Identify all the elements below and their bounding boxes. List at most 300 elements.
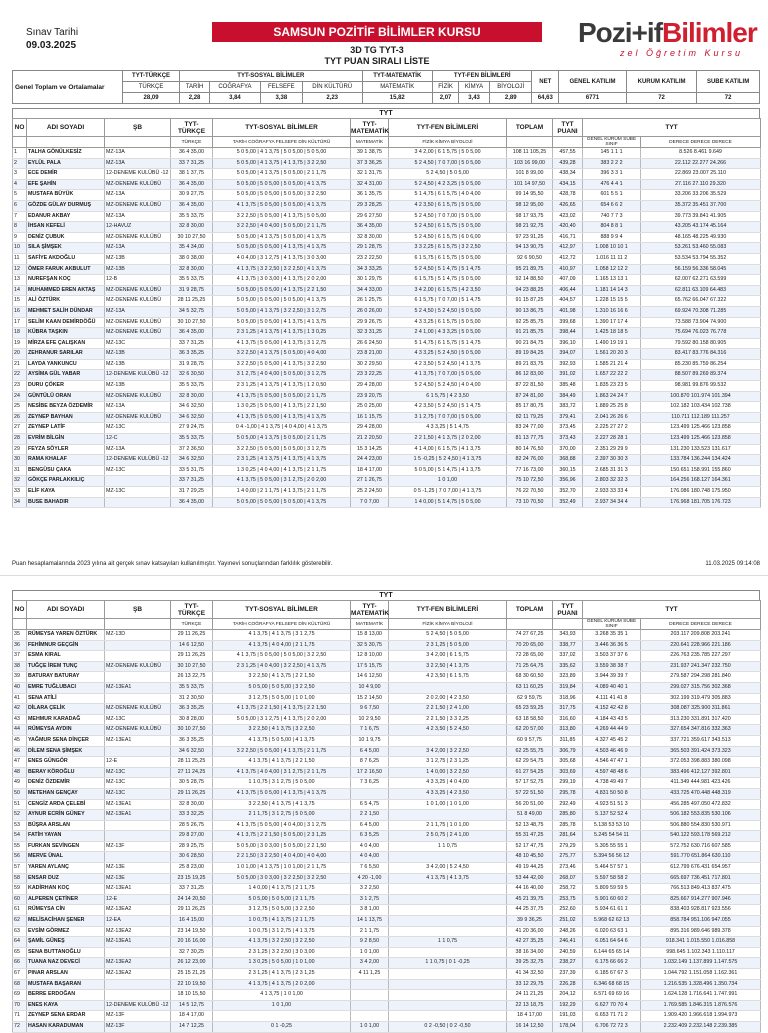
cell-no: 23 (13, 381, 27, 392)
results-section-2 (12, 590, 760, 1033)
table-row (13, 1000, 761, 1011)
cell-tr: 32 8 30,00 (171, 799, 213, 810)
cell-fen: 5 2 4,50 | 7 0 7,00 | 5 0 5,00 (389, 211, 507, 222)
cell-no: 61 (13, 905, 27, 916)
footer-note: Puan hesaplamalarında 2023 yılına ait gerçek sınav katsayıları kullanılmıştır. Yayınevi sonuçlarından farklılık gösterebilir. (12, 561, 333, 567)
cell-p: 439,28 (553, 158, 583, 169)
cell-tr: 25 15 21,25 (171, 969, 213, 980)
cell-sos: 4 1 3,75 | 2 2 1,50 | 5 0 5,00 | 2 3 1,25 (213, 831, 351, 842)
cell-mat: 4 0 4,00 (351, 841, 389, 852)
cell-sos: 5 0 5,00 | 5 0 5,00 | 4 1 3,75 | 4 1 3,75 (213, 243, 351, 254)
cell-tr: 31 7 29,25 (171, 487, 213, 498)
cell-no: 10 (13, 243, 27, 254)
cell-p: 406,44 (553, 285, 583, 296)
cell-d: 33.206 33.206 35.529 (641, 190, 761, 201)
cell-tot: 89 19 84,25 (507, 349, 553, 360)
subject-subheader: FİZİK KİMYA BİYOLOJİ (389, 137, 507, 148)
table-row (13, 1021, 761, 1032)
cell-p: 396,10 (553, 338, 583, 349)
cell-tot: 70 20 65,00 (507, 640, 553, 651)
cell-p: 392,93 (553, 359, 583, 370)
cell-no: 43 (13, 714, 27, 725)
cell-cls (105, 497, 171, 508)
cell-tr: 36 4 35,00 (171, 179, 213, 190)
cell-p: 337,02 (553, 651, 583, 662)
table-row (13, 317, 761, 328)
cell-sos: 5 0 5,00 | 4 1 3,75 | 3 2 2,50 | 3 1 2,75 (213, 306, 351, 317)
cell-p: 379,41 (553, 412, 583, 423)
cell-mat: 3 2 2,50 (351, 884, 389, 895)
cell-r: 1.058 12 12 2 (583, 264, 641, 275)
cell-fen: 3 4 2,00 | 6 1 5,75 | 4 2 3,50 (389, 285, 507, 296)
cell-name: MUSTAFA BÜYÜK (27, 190, 105, 201)
cell-name: BÜŞRA ARSLAN (27, 820, 105, 831)
summary-subject: COĞRAFYA (210, 82, 261, 93)
cell-r: 4.111 41 41 8 (583, 693, 641, 704)
cell-no: 52 (13, 810, 27, 821)
cell-fen (389, 916, 507, 927)
cell-tr: 29 11 26,25 (171, 651, 213, 662)
cell-name: RÜMEYSA YAREN ÖZTÜRK (27, 630, 105, 641)
cell-p: 240,59 (553, 947, 583, 958)
cell-p: 338,77 (553, 640, 583, 651)
cell-r: 6.706 72 72 3 (583, 1021, 641, 1032)
cell-r: 6.653 71 71 2 (583, 1011, 641, 1022)
cell-no: 56 (13, 852, 27, 863)
cell-p: 384,49 (553, 391, 583, 402)
logo-accent: Bilimler (662, 17, 757, 48)
cell-fen: 4 2 3,50 | 6 1 5,75 (389, 672, 507, 683)
cell-sos (213, 1011, 351, 1022)
cell-tot: 56 20 51,00 (507, 799, 553, 810)
cell-d: 53.534 53.794 55.352 (641, 253, 761, 264)
cell-p: 404,57 (553, 296, 583, 307)
cell-sos: 4 1 3,75 | 4 0 4,00 | 3 1 2,75 | 2 1 1,75 (213, 767, 351, 778)
cell-p: 311,85 (553, 735, 583, 746)
cell-tr: 32 8 30,00 (171, 264, 213, 275)
table-row (13, 682, 761, 693)
summary-subject: TARİH (180, 82, 210, 93)
cell-p: 253,75 (553, 894, 583, 905)
table-row (13, 412, 761, 423)
cell-r: 2.803 32 32 3 (583, 476, 641, 487)
cell-name: EVSİM GÖRMEZ (27, 926, 105, 937)
cell-tot: 83 24 77,00 (507, 423, 553, 434)
cell-name: SENA ATİLİ (27, 693, 105, 704)
cell-tot: 57 17 52,75 (507, 778, 553, 789)
col-group-header: TYT-SOSYAL BİLİMLER (213, 119, 351, 137)
cell-sos: 4 1 3,75 | 4 0 4,00 | 2 1 1,75 (213, 640, 351, 651)
cell-d: 337.721 359.617 343.513 (641, 735, 761, 746)
cell-cls: 12-C (105, 434, 171, 445)
cell-fen (389, 905, 507, 916)
cell-fen (389, 682, 507, 693)
cell-tr: 36 3 35,25 (171, 704, 213, 715)
cell-p: 385,48 (553, 381, 583, 392)
cell-r: 3.268 35 35 1 (583, 630, 641, 641)
rank-subheader: GENEL KURUM SUBE SINIF (583, 137, 641, 148)
cell-r: 4.503 46 46 9 (583, 746, 641, 757)
cell-r: 1.425 18 18 5 (583, 328, 641, 339)
cell-cls (105, 990, 171, 1001)
cell-sos: 4 0 4,00 | 3 1 2,75 | 4 1 3,75 | 3 0 3,00 (213, 253, 351, 264)
cell-fen: 5 2 4,50 | 5 2 4,50 | 5 0 5,00 (389, 306, 507, 317)
col-class-header: ŞB (105, 119, 171, 137)
col-total-header: TOPLAM (507, 601, 553, 619)
cell-cls: MZ-DENEME KULÜBÜ (105, 661, 171, 672)
cell-mat: 23 8 21,00 (351, 349, 389, 360)
cell-d: 98.981 99.876 99.532 (641, 381, 761, 392)
cell-d: 62.811 63.109 64.483 (641, 285, 761, 296)
cell-name: RÜMEYSA AYDIN (27, 725, 105, 736)
cell-d: 231.937 241.347 232.750 (641, 661, 761, 672)
cell-no: 8 (13, 222, 27, 233)
cell-sos: 3 2 2,50 | 4 1 3,75 | 3 2 2,50 (213, 725, 351, 736)
cell-name: MİRZA EFE ÇALIŞKAN (27, 338, 105, 349)
cell-mat: 36 4 35,00 (351, 222, 389, 233)
table-row (13, 778, 761, 789)
cell-r: 4.597 48 48 6 (583, 767, 641, 778)
cell-p: 226,28 (553, 979, 583, 990)
cell-sos: 2 3 1,25 | 4 0 4,00 | 3 2 2,50 | 4 1 3,75 (213, 661, 351, 672)
cell-tot: 92 6 90,50 (507, 253, 553, 264)
cell-cls: 12-DENEME KULÜBÜ -12 (105, 1000, 171, 1011)
cell-d: 100.870 101.974 101.394 (641, 391, 761, 402)
cell-fen: 3 4 2,00 | 3 2 2,50 (389, 746, 507, 757)
cell-sos: 5 0 5,00 | 3 0 3,00 | 3 2 2,50 | 3 2 2,50 (213, 873, 351, 884)
cell-r: 804 8 8 1 (583, 222, 641, 233)
cell-tot: 101 14 97,50 (507, 179, 553, 190)
cell-cls: 12-B (105, 275, 171, 286)
cell-fen (389, 884, 507, 895)
cell-p: 412,97 (553, 243, 583, 254)
section-title: TYT (12, 590, 760, 600)
cell-cls (105, 640, 171, 651)
cell-fen: 5 2 4,50 | 4 2 3,25 | 5 0 5,00 (389, 179, 507, 190)
cell-sos: 2 1 1,75 | 3 1 2,75 | 5 0 5,00 (213, 810, 351, 821)
cell-no: 20 (13, 349, 27, 360)
cell-cls: MZ-DENEME KULÜBÜ (105, 725, 171, 736)
cell-cls (105, 693, 171, 704)
cell-fen: 6 1 5,75 | 4 2 3,50 (389, 391, 507, 402)
cell-no: 30 (13, 455, 27, 466)
cell-tr: 32 8 30,00 (171, 391, 213, 402)
cell-name: CENGİZ ARDA ÇELEBİ (27, 799, 105, 810)
cell-tr: 14 7 12,25 (171, 1021, 213, 1032)
cell-cls: MZ-13A (105, 211, 171, 222)
col-name-header: ADI SOYADI (27, 601, 105, 619)
cell-mat: 10 1 9,75 (351, 735, 389, 746)
cell-p: 281,64 (553, 831, 583, 842)
subject-subheader: TARİH COĞRAFYA FELSEFE DİN KÜLTÜRÜ (213, 137, 351, 148)
cell-cls: MZ-13C (105, 767, 171, 778)
cell-p: 295,78 (553, 788, 583, 799)
rank-subheader: GENEL KURUM SUBE SINIF (583, 619, 641, 630)
cell-sos: 3 1 2,75 | 5 0 5,00 | 3 2 2,50 (213, 905, 351, 916)
cell-d: 411.349 444.981 423.426 (641, 778, 761, 789)
cell-no: 9 (13, 232, 27, 243)
cell-p: 407,09 (553, 275, 583, 286)
cell-sos: 1 4 0,00 | 2 1 1,75 | 4 1 3,75 | 2 1 1,75 (213, 487, 351, 498)
cell-mat (351, 990, 389, 1001)
cell-tot: 80 14 76,50 (507, 444, 553, 455)
cell-p: 426,65 (553, 200, 583, 211)
cell-cls: MZ-13A (105, 243, 171, 254)
cell-no: 69 (13, 990, 27, 1001)
cell-tr: 33 3 32,25 (171, 810, 213, 821)
subject-subheader: MATEMATİK (351, 137, 389, 148)
cell-cls (105, 746, 171, 757)
cell-p: 252,60 (553, 905, 583, 916)
cell-tot: 60 9 57,75 (507, 735, 553, 746)
cell-tot: 38 16 34,00 (507, 947, 553, 958)
cell-name: BERAY KÖROĞLU (27, 767, 105, 778)
table-row (13, 349, 761, 360)
table-row (13, 852, 761, 863)
cell-cls: MZ-DENEME KULÜBÜ (105, 296, 171, 307)
cell-no: 49 (13, 778, 27, 789)
cell-sos: 1 3 0,25 | 4 0 4,00 | 4 1 3,75 | 2 1 1,75 (213, 465, 351, 476)
cell-fen: 6 1 5,75 | 6 1 5,75 | 5 0 5,00 (389, 253, 507, 264)
cell-no: 15 (13, 296, 27, 307)
table-row (13, 465, 761, 476)
cell-tr: 32 7 30,25 (171, 947, 213, 958)
cell-r: 1.835 23 23 5 (583, 381, 641, 392)
cell-d: 164.256 168.127 164.361 (641, 476, 761, 487)
cell-fen (389, 947, 507, 958)
cell-p: 305,68 (553, 757, 583, 768)
cell-mat: 26 0 26,00 (351, 306, 389, 317)
cell-p: 275,77 (553, 852, 583, 863)
cell-name: ENES KAYA (27, 1000, 105, 1011)
cell-tr: 38 1 37,75 (171, 169, 213, 180)
cell-name: ZEYNEP BAYHAN (27, 412, 105, 423)
cell-name: EFE ŞAHİN (27, 179, 105, 190)
cell-d: 299.027 315.756 302.368 (641, 682, 761, 693)
cell-tr: 28 5 26,75 (171, 820, 213, 831)
cell-tr: 32 8 30,00 (171, 222, 213, 233)
table-row (13, 381, 761, 392)
cell-r: 2.227 28 28 1 (583, 434, 641, 445)
summary-subject: MATEMATİK (362, 82, 433, 93)
cell-name: ÖMER FARUK AKBULUT (27, 264, 105, 275)
cell-tr: 36 4 35,00 (171, 200, 213, 211)
cell-no: 2 (13, 158, 27, 169)
cell-cls (105, 979, 171, 990)
cell-mat: 6 4 5,00 (351, 820, 389, 831)
cell-tr: 26 12 23,00 (171, 958, 213, 969)
cell-mat: 17 2 16,50 (351, 767, 389, 778)
cell-tr: 35 5 33,75 (171, 434, 213, 445)
cell-r: 4.831 50 50 8 (583, 788, 641, 799)
table-row (13, 296, 761, 307)
cell-tot: 94 13 90,75 (507, 243, 553, 254)
cell-d: 766.513 849.413 837.475 (641, 884, 761, 895)
cell-mat: 8 7 6,25 (351, 757, 389, 768)
cell-mat: 23 3 22,25 (351, 370, 389, 381)
cell-name: GÖKÇE PARLAKKILIÇ (27, 476, 105, 487)
cell-tot: 89 21 83,75 (507, 359, 553, 370)
cell-sos: 1 0 1,00 (213, 1000, 351, 1011)
cell-cls: MZ-13EA2 (105, 969, 171, 980)
cell-name: GÜNTÜLÜ ORAN (27, 391, 105, 402)
cell-tot: 77 16 73,00 (507, 465, 553, 476)
cell-sos: 3 2 2,50 | 5 0 5,00 | 4 1 3,75 | 2 1 1,75 (213, 746, 351, 757)
cell-tr: 36 4 35,00 (171, 328, 213, 339)
cell-sos: 4 1 3,75 | 2 2 1,50 | 4 1 3,75 | 2 2 1,50 (213, 704, 351, 715)
cell-d: 35.372 35.451 37.700 (641, 200, 761, 211)
cell-r: 740 7 7 3 (583, 211, 641, 222)
cell-sos: 1 3 0,25 | 5 0 5,00 | 1 0 1,00 (213, 958, 351, 969)
cell-tr: 33 7 31,25 (171, 338, 213, 349)
cell-cls: 12-DENEME KULÜBÜ -12 (105, 455, 171, 466)
cell-cls (105, 651, 171, 662)
cell-d: 56.159 56.336 58.045 (641, 264, 761, 275)
cell-name: DENİZ ÇUBUK (27, 232, 105, 243)
cell-p: 316,60 (553, 714, 583, 725)
cell-cls: 12-DENEME KULÜBÜ -12 (105, 169, 171, 180)
cell-tot: 41 20 36,00 (507, 926, 553, 937)
cell-mat: 7 6 5,50 (351, 863, 389, 874)
cell-fen: 4 3 3,25 | 4 2 3,50 (389, 788, 507, 799)
cell-mat: 15 2 14,50 (351, 693, 389, 704)
cell-tr: 22 10 19,50 (171, 979, 213, 990)
cell-fen: 2 3 1,25 | 5 0 5,00 (389, 640, 507, 651)
cell-mat: 4 20 -1,00 (351, 873, 389, 884)
cell-sos: 3 1 2,75 | 4 0 4,00 | 5 0 5,00 | 3 1 2,75 (213, 370, 351, 381)
cell-d: 8.526 8.461 9.649 (641, 148, 761, 159)
cell-fen: 4 3 3,25 | 5 1 4,75 (389, 423, 507, 434)
cell-r: 1.016 11 11 2 (583, 253, 641, 264)
cell-cls (105, 820, 171, 831)
cell-tot: 72 28 65,00 (507, 651, 553, 662)
table-row (13, 328, 761, 339)
cell-mat: 18 4 17,00 (351, 465, 389, 476)
cell-name: MELİSACİHAN ŞENER (27, 916, 105, 927)
cell-mat: 29 6 27,50 (351, 211, 389, 222)
institution-title: SAMSUN POZİTİF BİLİMLER KURSU (212, 22, 542, 42)
cell-p: 373,43 (553, 434, 583, 445)
cell-mat: 9 2 8,50 (351, 937, 389, 948)
cell-mat: 23 2 22,50 (351, 253, 389, 264)
cell-fen: 5 2 4,50 | 5 1 4,75 | 5 1 4,75 (389, 264, 507, 275)
cell-mat: 17 5 15,75 (351, 661, 389, 672)
cell-name: DİLARA ÇELİK (27, 704, 105, 715)
cell-d: 73.588 73.904 74.900 (641, 317, 761, 328)
cell-sos: 1 0 0,75 | 3 1 2,75 | 4 1 3,75 (213, 926, 351, 937)
empty-subheader (507, 619, 553, 630)
cell-tot: 91 15 87,25 (507, 296, 553, 307)
cell-name: ZEHRANUR SARILAR (27, 349, 105, 360)
summary-value: 3,84 (210, 93, 261, 104)
cell-tr: 27 9 24,75 (171, 423, 213, 434)
col-group-header: TYT-FEN BİLİMLERİ (389, 119, 507, 137)
cell-p: 303,69 (553, 767, 583, 778)
cell-no: 50 (13, 788, 27, 799)
cell-d: 48.165 48.225 49.930 (641, 232, 761, 243)
cell-fen: 4 2 3,50 | 5 2 4,50 (389, 725, 507, 736)
cell-fen: 1 1 0,75 (389, 937, 507, 948)
cell-tot: 63 18 58,50 (507, 714, 553, 725)
cell-no: 58 (13, 873, 27, 884)
table-row (13, 497, 761, 508)
cell-name: AYSİMA GÜL YABAR (27, 370, 105, 381)
cell-p: 416,71 (553, 232, 583, 243)
cell-mat: 6 4 5,00 (351, 746, 389, 757)
summary-group: TYT-MATEMATİK (362, 71, 433, 82)
cell-tr: 36 4 35,00 (171, 148, 213, 159)
cell-r: 5.809 59 59 5 (583, 884, 641, 895)
cell-cls: MZ-13D (105, 630, 171, 641)
cell-d: 540.122 593.178 569.212 (641, 831, 761, 842)
table-row (13, 704, 761, 715)
cell-no: 42 (13, 704, 27, 715)
cell-sos: 2 3 1,25 | 3 2 2,50 | 3 0 3,00 (213, 947, 351, 958)
table-row (13, 947, 761, 958)
cell-d: 133.784 136.244 134.424 (641, 455, 761, 466)
cell-fen (389, 894, 507, 905)
cell-mat: 37 3 36,25 (351, 158, 389, 169)
cell-tot: 87 24 81,00 (507, 391, 553, 402)
footer-timestamp: 11.03.2025 09:14:08 (705, 561, 760, 567)
cell-fen (389, 1011, 507, 1022)
cell-tot: 97 23 91,25 (507, 232, 553, 243)
cell-name: NUREFŞAN KOÇ (27, 275, 105, 286)
cell-p: 391,02 (553, 370, 583, 381)
col-name-header: ADI SOYADI (27, 119, 105, 137)
table-row (13, 820, 761, 831)
cell-no: 31 (13, 465, 27, 476)
cell-sos: 4 1 3,75 | 4 1 3,75 | 2 0 2,00 (213, 979, 351, 990)
cell-r: 1.490 19 19 1 (583, 338, 641, 349)
col-class-header: ŞB (105, 601, 171, 619)
cell-fen (389, 852, 507, 863)
table-row (13, 359, 761, 370)
cell-d: 203.117 209.808 203.241 (641, 630, 761, 641)
subject-subheader: MATEMATİK (351, 619, 389, 630)
cell-d: 110.711 112.189 111.257 (641, 412, 761, 423)
table-row (13, 222, 761, 233)
cell-cls: MZ-DENEME KULÜBÜ (105, 285, 171, 296)
cell-cls: MZ-13A (105, 306, 171, 317)
cell-p: 457,55 (553, 148, 583, 159)
cell-tr: 35 4 34,00 (171, 243, 213, 254)
cell-tr: 31 9 28,75 (171, 285, 213, 296)
cell-sos: 2 3 1,25 | 4 1 3,75 | 2 3 1,25 (213, 969, 351, 980)
cell-no: 41 (13, 693, 27, 704)
table-row (13, 788, 761, 799)
cell-r: 1.165 13 13 1 (583, 275, 641, 286)
cell-r: 5.305 55 55 1 (583, 841, 641, 852)
cell-tot: 39 9 36,25 (507, 916, 553, 927)
cell-cls (105, 852, 171, 863)
cell-sos: 4 1 3,75 | 5 0 5,00 | 4 1 3,75 | 4 1 3,75 (213, 412, 351, 423)
cell-p: 285,80 (553, 810, 583, 821)
cell-r: 2.351 29 29 9 (583, 444, 641, 455)
cell-name: FEYZA SÖYLER (27, 444, 105, 455)
cell-no: 68 (13, 979, 27, 990)
cell-no: 24 (13, 391, 27, 402)
cell-fen: 3 4 2,00 | 5 2 4,50 (389, 863, 507, 874)
summary-value: 72 (697, 93, 760, 104)
cell-r: 4.546 47 47 1 (583, 757, 641, 768)
cell-no: 11 (13, 253, 27, 264)
summary-label: Genel Toplam ve Ortalamalar (13, 71, 123, 104)
col-group-header: TYT-SOSYAL BİLİMLER (213, 601, 351, 619)
cell-fen: 3 4 2,00 | 6 1 5,75 | 5 0 5,00 (389, 148, 507, 159)
cell-d: 1.624.128 1.716.641 1.747.991 (641, 990, 761, 1001)
cell-tr: 28 11 25,25 (171, 757, 213, 768)
